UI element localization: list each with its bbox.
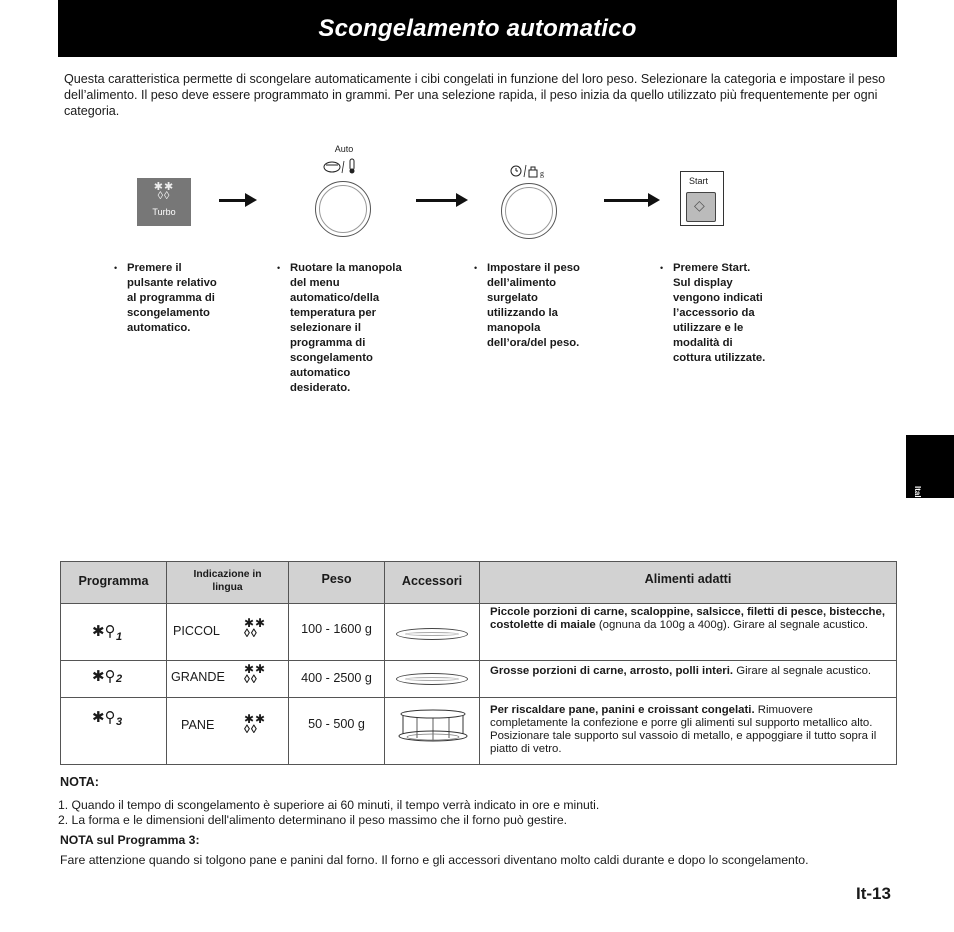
header-peso: Peso xyxy=(289,562,385,604)
page-title: Scongelamento automatico xyxy=(318,14,637,42)
metal-rack-icon xyxy=(397,708,469,744)
header-programma: Programma xyxy=(61,562,167,604)
defrost-icon: ✱✱ ◊◊ xyxy=(244,662,267,686)
table-row xyxy=(61,698,897,765)
time-weight-icon xyxy=(510,163,550,179)
weight-cell: 50 - 500 g xyxy=(289,698,385,765)
start-icon xyxy=(686,192,716,222)
nota3-text: Fare attenzione quando si tolgono pane e panini dal forno. Il forno e gli accessori diventano molto caldi durante e dopo lo scongelamento. xyxy=(60,853,809,867)
auto-caption xyxy=(324,144,364,154)
glass-tray-icon xyxy=(396,628,468,640)
step-2-description: • Ruotare la manopola del menu automatico/della temperatura per selezionare il programma di scongelamento automatico desiderato. xyxy=(277,262,402,394)
bullet-icon: • xyxy=(114,263,118,273)
defrost-program-icon: ✱⚲ xyxy=(92,668,116,685)
accessory-cell xyxy=(385,661,480,698)
language-tab-label: Italiano xyxy=(913,486,922,515)
header-alimenti: Alimenti adatti xyxy=(480,562,897,604)
title-bar xyxy=(58,0,897,57)
defrost-icon: ✱✱ ◊◊ xyxy=(244,616,267,640)
program-cell: ✱⚲ 1 xyxy=(61,604,167,661)
defrost-program-icon: ✱⚲ xyxy=(92,623,116,640)
start-label: Start xyxy=(689,176,709,186)
step-3-description: • Impostare il peso dell’alimento surgelato utilizzando la manopola dell’ora/del peso. xyxy=(474,262,580,349)
program-cell: ✱⚲ 3 xyxy=(61,698,167,765)
page-number: It-13 xyxy=(856,884,891,903)
nota-list xyxy=(58,798,599,828)
program-cell: ✱⚲ 2 xyxy=(61,661,167,698)
intro-paragraph: Questa caratteristica permette di scongelare automaticamente i cibi congelati in funzione del loro peso. Selezionare la categoria e impostare il peso dell’alimento. Il peso deve essere programmato in grammi. Per una selezione rapida, il peso inizia da quello utilizzato più frequentemente per ogni categoria. xyxy=(64,72,886,118)
table-header-row xyxy=(61,562,897,604)
bullet-icon: • xyxy=(660,263,664,273)
weight-cell: 100 - 1600 g xyxy=(289,604,385,661)
defrost-icon: ✱✱ ◊◊ xyxy=(244,712,267,736)
header-indicazione: Indicazione in lingua xyxy=(167,562,289,604)
table-row xyxy=(61,661,897,698)
turbo-label: Turbo xyxy=(152,207,176,217)
language-cell: GRANDE ✱✱ ◊◊ xyxy=(167,661,289,698)
food-cell: Piccole porzioni di carne, scaloppine, salsicce, filetti di pesce, bistecche, costolette di maiale (ognuna da 100g a 400g). Girare al segnale acustico. xyxy=(480,604,897,661)
program-table xyxy=(60,561,897,765)
auto-temperature-icon xyxy=(322,157,362,175)
arrow-icon xyxy=(219,199,247,202)
auto-menu-knob xyxy=(315,181,371,237)
table-row xyxy=(61,604,897,661)
turbo-button-illustration xyxy=(137,178,191,226)
arrow-icon xyxy=(416,199,458,202)
language-cell: PANE ✱✱ ◊◊ xyxy=(167,698,289,765)
start-button-illustration xyxy=(680,171,724,226)
bullet-icon: • xyxy=(277,263,281,273)
time-weight-knob xyxy=(501,183,557,239)
step-1-description: • Premere il pulsante relativo al programma di scongelamento automatico. xyxy=(114,262,217,334)
step-4-description: • Premere Start. Sul display vengono indicati l’accessorio da utilizzare e le modalità di cottura utilizzate. xyxy=(660,262,766,364)
food-cell: Per riscaldare pane, panini e croissant congelati. Rimuovere completamente la confezione e porre gli alimenti sul supporto metallico alto. Posizionare tale supporto sul vassoio di metallo, e appoggiare il tutto sopra il piatto di vetro. xyxy=(480,698,897,765)
metal-tray-icon xyxy=(396,673,468,685)
language-cell: PICCOL ✱✱ ◊◊ xyxy=(167,604,289,661)
language-tab xyxy=(906,435,954,515)
nota-heading: NOTA: xyxy=(60,775,99,789)
list-item: 1. Quando il tempo di scongelamento è superiore ai 60 minuti, il tempo verrà indicato in ore e minuti. xyxy=(58,798,600,812)
bullet-icon: • xyxy=(474,263,478,273)
nota3-heading: NOTA sul Programma 3: xyxy=(60,833,200,847)
defrost-icon: ✱✱ ◊◊ xyxy=(153,181,175,202)
accessory-cell xyxy=(385,698,480,765)
weight-cell: 400 - 2500 g xyxy=(289,661,385,698)
defrost-program-icon: ✱⚲ xyxy=(92,709,116,726)
arrow-icon xyxy=(604,199,650,202)
food-cell: Grosse porzioni di carne, arrosto, polli interi. Girare al segnale acustico. xyxy=(480,661,897,698)
header-accessori: Accessori xyxy=(385,562,480,604)
accessory-cell xyxy=(385,604,480,661)
svg-text:g: g xyxy=(540,169,544,178)
auto-label: Auto xyxy=(334,144,354,154)
list-item: 2. La forma e le dimensioni dell'alimento determinano il peso massimo che il forno può gestire. xyxy=(58,813,568,827)
